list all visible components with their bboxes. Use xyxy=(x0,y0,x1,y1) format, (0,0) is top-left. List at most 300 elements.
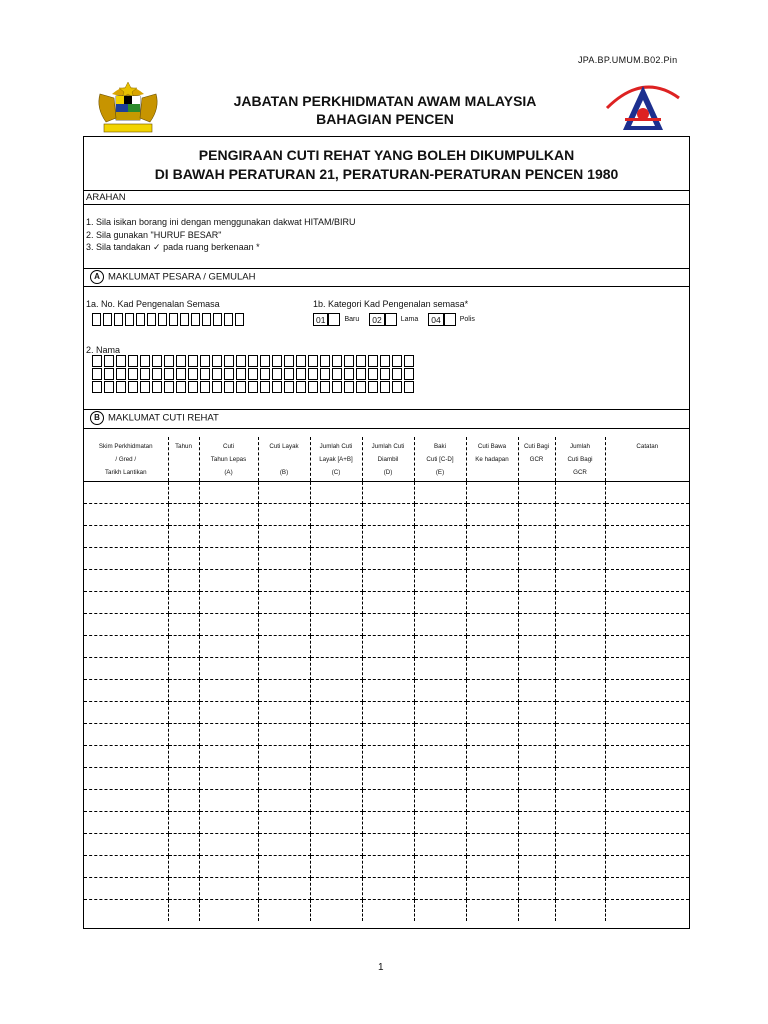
table-cell[interactable] xyxy=(258,900,310,922)
ic-digit-box[interactable] xyxy=(180,313,189,326)
table-cell[interactable] xyxy=(518,526,555,548)
name-char-box[interactable] xyxy=(368,381,378,393)
table-cell[interactable] xyxy=(518,658,555,680)
table-cell[interactable] xyxy=(362,746,414,768)
table-cell[interactable] xyxy=(258,482,310,504)
name-char-box[interactable] xyxy=(152,355,162,367)
ic-digit-box[interactable] xyxy=(213,313,222,326)
table-cell[interactable] xyxy=(555,570,605,592)
table-cell[interactable] xyxy=(414,790,466,812)
table-cell[interactable] xyxy=(84,790,168,812)
ic-digit-box[interactable] xyxy=(103,313,112,326)
table-cell[interactable] xyxy=(518,702,555,724)
table-cell[interactable] xyxy=(168,768,199,790)
table-cell[interactable] xyxy=(258,812,310,834)
table-cell[interactable] xyxy=(605,812,689,834)
table-cell[interactable] xyxy=(310,658,362,680)
table-cell[interactable] xyxy=(466,746,518,768)
table-cell[interactable] xyxy=(605,636,689,658)
name-char-box[interactable] xyxy=(260,381,270,393)
table-cell[interactable] xyxy=(84,592,168,614)
table-cell[interactable] xyxy=(84,570,168,592)
table-cell[interactable] xyxy=(168,746,199,768)
table-cell[interactable] xyxy=(414,548,466,570)
table-cell[interactable] xyxy=(362,878,414,900)
name-char-box[interactable] xyxy=(332,355,342,367)
table-cell[interactable] xyxy=(414,636,466,658)
table-cell[interactable] xyxy=(310,526,362,548)
name-char-box[interactable] xyxy=(332,381,342,393)
table-cell[interactable] xyxy=(258,680,310,702)
name-char-box[interactable] xyxy=(260,355,270,367)
name-char-box[interactable] xyxy=(392,381,402,393)
name-char-box[interactable] xyxy=(212,355,222,367)
table-cell[interactable] xyxy=(199,592,258,614)
table-cell[interactable] xyxy=(555,548,605,570)
table-cell[interactable] xyxy=(310,900,362,922)
table-cell[interactable] xyxy=(84,768,168,790)
table-cell[interactable] xyxy=(258,658,310,680)
table-cell[interactable] xyxy=(168,834,199,856)
table-cell[interactable] xyxy=(84,856,168,878)
table-cell[interactable] xyxy=(310,878,362,900)
table-cell[interactable] xyxy=(84,548,168,570)
ic-digit-box[interactable] xyxy=(136,313,145,326)
table-cell[interactable] xyxy=(362,790,414,812)
table-cell[interactable] xyxy=(168,592,199,614)
table-cell[interactable] xyxy=(258,724,310,746)
table-cell[interactable] xyxy=(605,570,689,592)
table-cell[interactable] xyxy=(414,768,466,790)
name-char-box[interactable] xyxy=(272,381,282,393)
table-cell[interactable] xyxy=(199,526,258,548)
name-char-box[interactable] xyxy=(308,381,318,393)
table-cell[interactable] xyxy=(362,570,414,592)
table-cell[interactable] xyxy=(518,724,555,746)
name-char-box[interactable] xyxy=(296,381,306,393)
table-cell[interactable] xyxy=(414,856,466,878)
table-cell[interactable] xyxy=(168,658,199,680)
name-char-box[interactable] xyxy=(224,381,234,393)
table-cell[interactable] xyxy=(258,790,310,812)
table-cell[interactable] xyxy=(414,482,466,504)
category-lama-checkbox[interactable] xyxy=(385,313,397,326)
table-cell[interactable] xyxy=(258,768,310,790)
name-char-box[interactable] xyxy=(356,381,366,393)
table-cell[interactable] xyxy=(168,570,199,592)
name-char-box[interactable] xyxy=(248,368,258,380)
table-cell[interactable] xyxy=(605,526,689,548)
table-cell[interactable] xyxy=(310,702,362,724)
table-cell[interactable] xyxy=(199,504,258,526)
table-cell[interactable] xyxy=(84,702,168,724)
name-char-box[interactable] xyxy=(284,381,294,393)
name-char-box[interactable] xyxy=(116,355,126,367)
table-cell[interactable] xyxy=(555,658,605,680)
ic-digit-box[interactable] xyxy=(191,313,200,326)
table-cell[interactable] xyxy=(199,746,258,768)
name-char-box[interactable] xyxy=(128,381,138,393)
ic-digit-box[interactable] xyxy=(224,313,233,326)
name-char-box[interactable] xyxy=(392,368,402,380)
table-cell[interactable] xyxy=(518,790,555,812)
table-cell[interactable] xyxy=(605,768,689,790)
name-char-box[interactable] xyxy=(380,381,390,393)
table-cell[interactable] xyxy=(605,680,689,702)
name-char-box[interactable] xyxy=(320,381,330,393)
table-cell[interactable] xyxy=(310,746,362,768)
table-cell[interactable] xyxy=(258,614,310,636)
table-cell[interactable] xyxy=(466,614,518,636)
table-cell[interactable] xyxy=(258,526,310,548)
table-cell[interactable] xyxy=(466,482,518,504)
table-cell[interactable] xyxy=(310,680,362,702)
name-char-box[interactable] xyxy=(140,368,150,380)
table-cell[interactable] xyxy=(555,526,605,548)
table-cell[interactable] xyxy=(199,570,258,592)
name-char-box[interactable] xyxy=(200,368,210,380)
table-cell[interactable] xyxy=(518,768,555,790)
table-cell[interactable] xyxy=(84,504,168,526)
table-cell[interactable] xyxy=(84,482,168,504)
table-cell[interactable] xyxy=(466,724,518,746)
name-char-box[interactable] xyxy=(380,355,390,367)
table-cell[interactable] xyxy=(605,592,689,614)
name-char-box[interactable] xyxy=(200,381,210,393)
table-cell[interactable] xyxy=(555,856,605,878)
table-cell[interactable] xyxy=(466,636,518,658)
table-cell[interactable] xyxy=(362,548,414,570)
table-cell[interactable] xyxy=(168,702,199,724)
table-cell[interactable] xyxy=(168,504,199,526)
table-cell[interactable] xyxy=(84,680,168,702)
table-cell[interactable] xyxy=(199,724,258,746)
name-char-box[interactable] xyxy=(260,368,270,380)
table-cell[interactable] xyxy=(362,636,414,658)
name-char-box[interactable] xyxy=(356,355,366,367)
name-char-box[interactable] xyxy=(212,368,222,380)
name-char-box[interactable] xyxy=(128,368,138,380)
name-char-box[interactable] xyxy=(188,381,198,393)
name-char-box[interactable] xyxy=(92,381,102,393)
table-cell[interactable] xyxy=(84,834,168,856)
table-cell[interactable] xyxy=(414,526,466,548)
table-cell[interactable] xyxy=(518,614,555,636)
table-cell[interactable] xyxy=(199,900,258,922)
table-cell[interactable] xyxy=(362,658,414,680)
table-cell[interactable] xyxy=(310,790,362,812)
table-cell[interactable] xyxy=(555,768,605,790)
table-cell[interactable] xyxy=(258,856,310,878)
name-char-box[interactable] xyxy=(176,355,186,367)
table-cell[interactable] xyxy=(414,680,466,702)
table-cell[interactable] xyxy=(199,834,258,856)
table-cell[interactable] xyxy=(362,504,414,526)
table-cell[interactable] xyxy=(414,900,466,922)
table-cell[interactable] xyxy=(310,614,362,636)
name-char-box[interactable] xyxy=(320,355,330,367)
table-cell[interactable] xyxy=(168,856,199,878)
name-char-box[interactable] xyxy=(164,381,174,393)
table-cell[interactable] xyxy=(258,636,310,658)
table-cell[interactable] xyxy=(199,680,258,702)
table-cell[interactable] xyxy=(362,768,414,790)
table-cell[interactable] xyxy=(414,702,466,724)
name-char-box[interactable] xyxy=(392,355,402,367)
table-cell[interactable] xyxy=(168,482,199,504)
name-char-box[interactable] xyxy=(368,368,378,380)
table-cell[interactable] xyxy=(466,658,518,680)
table-cell[interactable] xyxy=(466,768,518,790)
table-cell[interactable] xyxy=(258,878,310,900)
table-cell[interactable] xyxy=(414,504,466,526)
name-char-box[interactable] xyxy=(176,381,186,393)
table-cell[interactable] xyxy=(168,614,199,636)
name-char-box[interactable] xyxy=(296,368,306,380)
table-cell[interactable] xyxy=(362,592,414,614)
name-char-box[interactable] xyxy=(152,381,162,393)
ic-digit-box[interactable] xyxy=(92,313,101,326)
name-char-box[interactable] xyxy=(344,355,354,367)
ic-digit-box[interactable] xyxy=(235,313,244,326)
table-cell[interactable] xyxy=(555,504,605,526)
table-cell[interactable] xyxy=(466,702,518,724)
table-cell[interactable] xyxy=(84,614,168,636)
name-char-box[interactable] xyxy=(320,368,330,380)
table-cell[interactable] xyxy=(84,878,168,900)
table-cell[interactable] xyxy=(84,746,168,768)
name-char-box[interactable] xyxy=(152,368,162,380)
name-char-box[interactable] xyxy=(200,355,210,367)
table-cell[interactable] xyxy=(168,548,199,570)
table-cell[interactable] xyxy=(362,834,414,856)
table-cell[interactable] xyxy=(605,856,689,878)
table-cell[interactable] xyxy=(555,636,605,658)
ic-digit-box[interactable] xyxy=(202,313,211,326)
table-cell[interactable] xyxy=(310,570,362,592)
table-cell[interactable] xyxy=(466,878,518,900)
table-cell[interactable] xyxy=(199,790,258,812)
name-char-box[interactable] xyxy=(236,368,246,380)
table-cell[interactable] xyxy=(310,812,362,834)
table-cell[interactable] xyxy=(258,746,310,768)
name-char-box[interactable] xyxy=(92,368,102,380)
table-cell[interactable] xyxy=(310,592,362,614)
table-cell[interactable] xyxy=(605,878,689,900)
table-cell[interactable] xyxy=(605,790,689,812)
table-cell[interactable] xyxy=(605,482,689,504)
table-cell[interactable] xyxy=(518,680,555,702)
table-cell[interactable] xyxy=(362,680,414,702)
table-cell[interactable] xyxy=(258,548,310,570)
table-cell[interactable] xyxy=(414,812,466,834)
table-cell[interactable] xyxy=(555,724,605,746)
name-char-box[interactable] xyxy=(272,368,282,380)
table-cell[interactable] xyxy=(199,614,258,636)
table-cell[interactable] xyxy=(310,482,362,504)
table-cell[interactable] xyxy=(518,746,555,768)
table-cell[interactable] xyxy=(605,834,689,856)
table-cell[interactable] xyxy=(518,878,555,900)
name-char-box[interactable] xyxy=(236,355,246,367)
table-cell[interactable] xyxy=(555,900,605,922)
table-cell[interactable] xyxy=(310,636,362,658)
table-cell[interactable] xyxy=(199,636,258,658)
table-cell[interactable] xyxy=(84,724,168,746)
table-cell[interactable] xyxy=(310,834,362,856)
table-cell[interactable] xyxy=(555,482,605,504)
name-char-box[interactable] xyxy=(344,368,354,380)
table-cell[interactable] xyxy=(466,812,518,834)
table-cell[interactable] xyxy=(605,658,689,680)
table-cell[interactable] xyxy=(518,548,555,570)
name-char-box[interactable] xyxy=(164,355,174,367)
table-cell[interactable] xyxy=(466,834,518,856)
table-cell[interactable] xyxy=(168,636,199,658)
name-char-box[interactable] xyxy=(104,355,114,367)
table-cell[interactable] xyxy=(466,856,518,878)
table-cell[interactable] xyxy=(310,504,362,526)
table-cell[interactable] xyxy=(466,592,518,614)
ic-digit-box[interactable] xyxy=(125,313,134,326)
table-cell[interactable] xyxy=(199,702,258,724)
name-char-box[interactable] xyxy=(344,381,354,393)
table-cell[interactable] xyxy=(518,504,555,526)
table-cell[interactable] xyxy=(199,658,258,680)
table-cell[interactable] xyxy=(362,724,414,746)
table-cell[interactable] xyxy=(199,812,258,834)
table-cell[interactable] xyxy=(605,702,689,724)
table-cell[interactable] xyxy=(168,878,199,900)
name-char-box[interactable] xyxy=(116,368,126,380)
table-cell[interactable] xyxy=(518,592,555,614)
category-baru-checkbox[interactable] xyxy=(328,313,340,326)
name-char-box[interactable] xyxy=(104,381,114,393)
name-char-box[interactable] xyxy=(380,368,390,380)
table-cell[interactable] xyxy=(605,504,689,526)
name-char-box[interactable] xyxy=(308,355,318,367)
table-cell[interactable] xyxy=(605,548,689,570)
table-cell[interactable] xyxy=(466,548,518,570)
table-cell[interactable] xyxy=(362,614,414,636)
table-cell[interactable] xyxy=(84,636,168,658)
name-char-box[interactable] xyxy=(104,368,114,380)
ic-digit-box[interactable] xyxy=(158,313,167,326)
name-char-box[interactable] xyxy=(404,381,414,393)
table-cell[interactable] xyxy=(362,812,414,834)
name-char-box[interactable] xyxy=(356,368,366,380)
table-cell[interactable] xyxy=(466,526,518,548)
table-cell[interactable] xyxy=(168,526,199,548)
table-cell[interactable] xyxy=(466,680,518,702)
table-cell[interactable] xyxy=(414,614,466,636)
table-cell[interactable] xyxy=(310,548,362,570)
table-cell[interactable] xyxy=(518,856,555,878)
name-char-box[interactable] xyxy=(188,368,198,380)
table-cell[interactable] xyxy=(168,900,199,922)
table-cell[interactable] xyxy=(258,504,310,526)
name-char-box[interactable] xyxy=(116,381,126,393)
table-cell[interactable] xyxy=(414,746,466,768)
table-cell[interactable] xyxy=(518,482,555,504)
table-cell[interactable] xyxy=(362,900,414,922)
table-cell[interactable] xyxy=(84,526,168,548)
table-cell[interactable] xyxy=(199,548,258,570)
table-cell[interactable] xyxy=(605,614,689,636)
name-char-box[interactable] xyxy=(248,381,258,393)
table-cell[interactable] xyxy=(168,724,199,746)
table-cell[interactable] xyxy=(168,680,199,702)
table-cell[interactable] xyxy=(414,592,466,614)
table-cell[interactable] xyxy=(168,790,199,812)
table-cell[interactable] xyxy=(258,834,310,856)
name-char-box[interactable] xyxy=(248,355,258,367)
table-cell[interactable] xyxy=(84,900,168,922)
table-cell[interactable] xyxy=(362,702,414,724)
table-cell[interactable] xyxy=(555,746,605,768)
table-cell[interactable] xyxy=(414,834,466,856)
table-cell[interactable] xyxy=(555,702,605,724)
table-cell[interactable] xyxy=(199,482,258,504)
table-cell[interactable] xyxy=(605,746,689,768)
table-cell[interactable] xyxy=(414,658,466,680)
name-char-box[interactable] xyxy=(404,368,414,380)
table-cell[interactable] xyxy=(362,526,414,548)
name-char-box[interactable] xyxy=(272,355,282,367)
table-cell[interactable] xyxy=(518,812,555,834)
table-cell[interactable] xyxy=(518,636,555,658)
table-cell[interactable] xyxy=(199,768,258,790)
table-cell[interactable] xyxy=(168,812,199,834)
table-cell[interactable] xyxy=(199,878,258,900)
table-cell[interactable] xyxy=(414,878,466,900)
table-cell[interactable] xyxy=(362,482,414,504)
name-char-box[interactable] xyxy=(404,355,414,367)
ic-digit-box[interactable] xyxy=(114,313,123,326)
table-cell[interactable] xyxy=(466,790,518,812)
table-cell[interactable] xyxy=(310,724,362,746)
table-cell[interactable] xyxy=(362,856,414,878)
table-cell[interactable] xyxy=(199,856,258,878)
table-cell[interactable] xyxy=(555,592,605,614)
table-cell[interactable] xyxy=(555,790,605,812)
name-char-box[interactable] xyxy=(368,355,378,367)
table-cell[interactable] xyxy=(414,724,466,746)
table-cell[interactable] xyxy=(605,900,689,922)
name-char-box[interactable] xyxy=(188,355,198,367)
table-cell[interactable] xyxy=(605,724,689,746)
name-char-box[interactable] xyxy=(332,368,342,380)
name-char-box[interactable] xyxy=(284,355,294,367)
category-polis-checkbox[interactable] xyxy=(444,313,456,326)
name-char-box[interactable] xyxy=(92,355,102,367)
name-char-box[interactable] xyxy=(212,381,222,393)
table-cell[interactable] xyxy=(518,834,555,856)
table-cell[interactable] xyxy=(466,504,518,526)
table-cell[interactable] xyxy=(555,834,605,856)
table-cell[interactable] xyxy=(310,856,362,878)
table-cell[interactable] xyxy=(555,878,605,900)
table-cell[interactable] xyxy=(258,592,310,614)
name-char-box[interactable] xyxy=(224,368,234,380)
table-cell[interactable] xyxy=(84,812,168,834)
ic-digit-box[interactable] xyxy=(147,313,156,326)
table-cell[interactable] xyxy=(555,680,605,702)
name-char-box[interactable] xyxy=(176,368,186,380)
table-cell[interactable] xyxy=(518,900,555,922)
table-cell[interactable] xyxy=(466,570,518,592)
table-cell[interactable] xyxy=(466,900,518,922)
